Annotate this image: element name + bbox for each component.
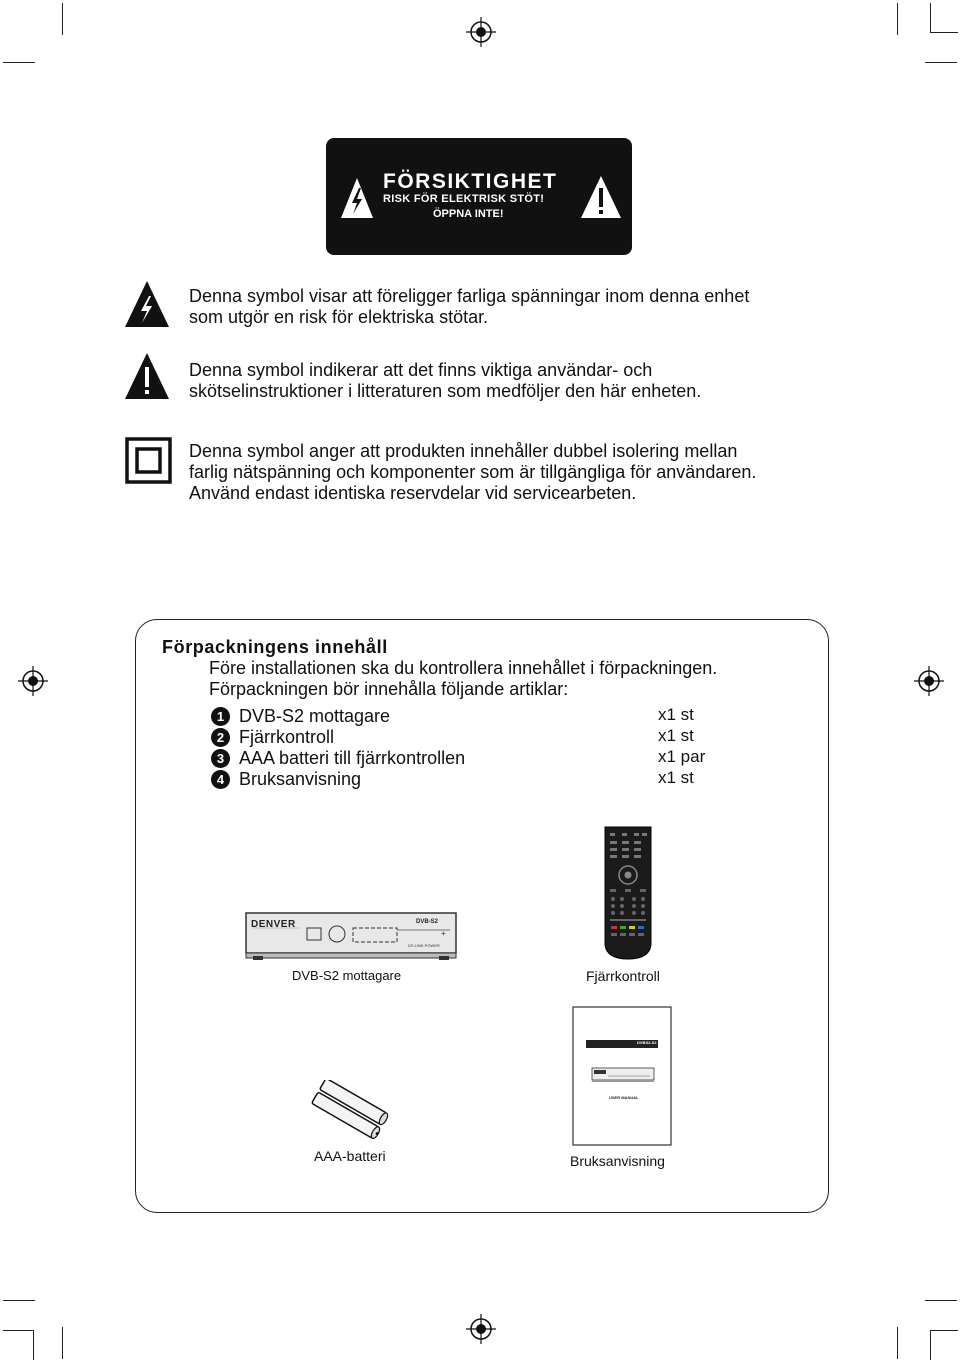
crop-mark	[930, 1330, 958, 1331]
crop-mark	[33, 1330, 34, 1360]
receiver-caption: DVB-S2 mottagare	[292, 968, 402, 983]
crop-mark	[62, 1327, 63, 1359]
manual-model: DVBS2-S2	[637, 1040, 657, 1045]
lightning-warning-icon	[340, 176, 374, 220]
package-intro: Förpackningen bör innehålla följande artiklar:	[209, 679, 569, 699]
manual-illustration	[572, 1006, 672, 1146]
crop-mark	[62, 3, 63, 35]
item-quantity: x1 par	[658, 747, 706, 766]
item-number: 2	[211, 728, 230, 747]
receiver-front-labels: DS LINK POWER	[408, 943, 440, 948]
remote-illustration	[602, 825, 654, 961]
symbol-description	[189, 441, 909, 504]
text-line: Denna symbol anger att produkten innehåller dubbel isolering mellan	[189, 441, 738, 461]
manual-title: USER MANUAL	[609, 1095, 639, 1100]
crop-mark	[3, 1300, 35, 1301]
item-number: 1	[211, 707, 230, 726]
item-label: Bruksanvisning	[239, 769, 362, 789]
item-quantity: x1 st	[658, 768, 694, 787]
list-item	[211, 748, 465, 769]
item-label: Fjärrkontroll	[239, 727, 335, 747]
registration-mark-icon	[18, 666, 48, 696]
registration-mark-icon	[466, 17, 496, 47]
lightning-warning-icon	[124, 280, 170, 328]
package-heading: Förpackningens innehåll	[162, 637, 388, 657]
exclamation-warning-icon	[580, 174, 622, 220]
caution-subtitle: ÖPPNA INTE!	[433, 208, 504, 220]
text-line: Denna symbol indikerar att det finns viktiga användar- och	[189, 360, 653, 380]
crop-mark	[930, 3, 931, 33]
crop-mark	[930, 1330, 931, 1360]
remote-caption: Fjärrkontroll	[586, 968, 660, 984]
item-label: AAA batteri till fjärrkontrollen	[239, 748, 466, 768]
item-label: DVB-S2 mottagare	[239, 706, 391, 726]
double-insulation-icon	[125, 437, 172, 484]
text-line: Använd endast identiska reservdelar vid servicearbeten.	[189, 483, 637, 503]
receiver-brand: DENVER	[251, 919, 296, 930]
item-number: 3	[211, 749, 230, 768]
crop-mark	[3, 62, 35, 63]
package-intro: Före installationen ska du kontrollera innehållet i förpackningen.	[209, 658, 718, 678]
crop-mark	[925, 62, 957, 63]
crop-mark	[897, 3, 898, 35]
item-quantity: x1 st	[658, 705, 694, 724]
crop-mark	[3, 1330, 33, 1331]
caution-subtitle: RISK FÖR ELEKTRISK STÖT!	[383, 193, 545, 205]
item-number: 4	[211, 770, 230, 789]
manual-caption: Bruksanvisning	[570, 1153, 665, 1169]
batteries-illustration	[308, 1080, 394, 1142]
crop-mark	[925, 1300, 957, 1301]
text-line: skötselinstruktioner i litteraturen som medföljer den här enheten.	[189, 381, 702, 401]
caution-label	[326, 138, 632, 255]
crop-mark	[897, 1327, 898, 1359]
registration-mark-icon	[466, 1314, 496, 1344]
crop-mark	[930, 32, 958, 33]
symbol-description	[189, 360, 909, 402]
batteries-caption: AAA-batteri	[314, 1148, 386, 1164]
exclamation-warning-icon	[124, 352, 170, 400]
list-item	[211, 727, 334, 748]
text-line: Denna symbol visar att föreligger farliga spänningar inom denna enhet	[189, 286, 750, 306]
list-item	[211, 769, 361, 790]
text-line: som utgör en risk för elektriska stötar.	[189, 307, 489, 327]
registration-mark-icon	[914, 666, 944, 696]
item-quantity: x1 st	[658, 726, 694, 745]
receiver-model: DVB-S2	[416, 919, 439, 925]
text-line: farlig nätspänning och komponenter som är tillgängliga för användaren.	[189, 462, 757, 482]
list-item	[211, 706, 390, 727]
svg-text:+: +	[441, 929, 446, 938]
symbol-description	[189, 286, 909, 328]
caution-title: FÖRSIKTIGHET	[383, 170, 558, 193]
